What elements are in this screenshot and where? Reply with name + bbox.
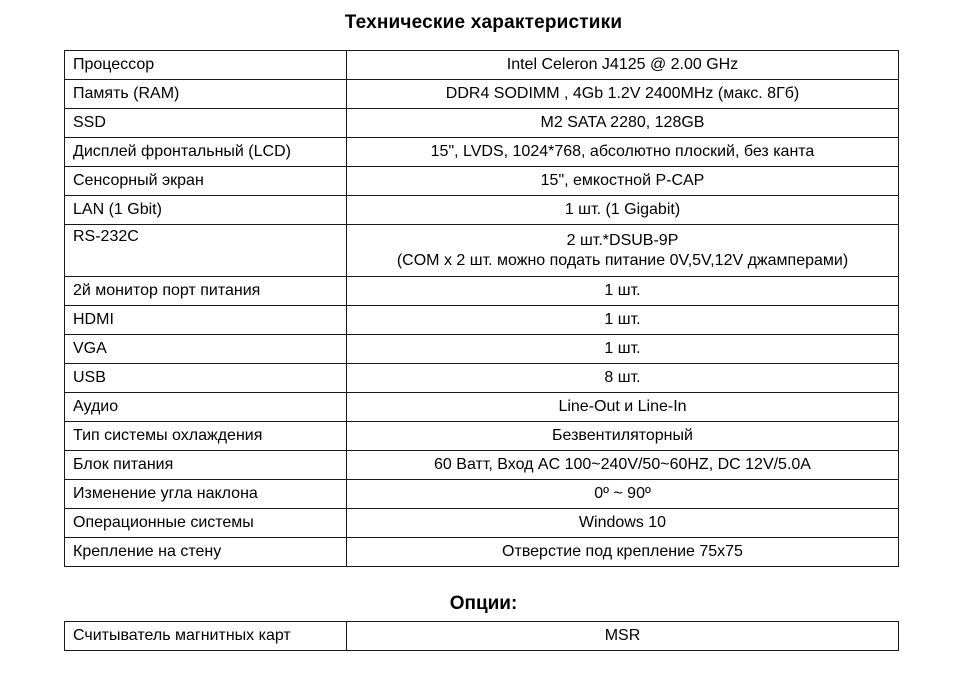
spec-label: Крепление на стену bbox=[65, 538, 347, 567]
spec-value-line: 15", емкостной P-CAP bbox=[540, 172, 705, 189]
spec-value bbox=[347, 393, 899, 422]
spec-value bbox=[347, 51, 899, 80]
spec-value bbox=[347, 196, 899, 225]
spec-label: Тип системы охлаждения bbox=[65, 422, 347, 451]
spec-label: LAN (1 Gbit) bbox=[65, 196, 347, 225]
spec-value-line: 15", LVDS, 1024*768, абсолютно плоский, без канта bbox=[430, 143, 815, 160]
spec-label: Аудио bbox=[65, 393, 347, 422]
spec-value bbox=[347, 480, 899, 509]
spec-label: SSD bbox=[65, 109, 347, 138]
spec-value-line: 8 шт. bbox=[604, 369, 641, 386]
table-row bbox=[65, 364, 899, 393]
table-row bbox=[65, 138, 899, 167]
spec-label: HDMI bbox=[65, 306, 347, 335]
table-row bbox=[65, 109, 899, 138]
spec-value bbox=[347, 335, 899, 364]
spec-value-line: M2 SATA 2280, 128GB bbox=[540, 114, 705, 131]
table-row bbox=[65, 622, 899, 651]
spec-value bbox=[347, 138, 899, 167]
spec-value bbox=[347, 225, 899, 277]
options-table bbox=[64, 621, 899, 651]
spec-value bbox=[347, 509, 899, 538]
spec-value bbox=[347, 538, 899, 567]
table-row bbox=[65, 80, 899, 109]
spec-value-line: Line-Out и Line-In bbox=[558, 398, 687, 415]
spec-label: Считыватель магнитных карт bbox=[65, 622, 347, 651]
table-row bbox=[65, 306, 899, 335]
spec-value-line: (COM x 2 шт. можно подать питание 0V,5V,12V джамперами) bbox=[396, 251, 849, 269]
spec-value-line: 1 шт. bbox=[604, 311, 641, 328]
spec-label: Операционные системы bbox=[65, 509, 347, 538]
spec-value bbox=[347, 80, 899, 109]
spec-value-line: Отверстие под крепление 75x75 bbox=[502, 543, 743, 560]
spec-label: USB bbox=[65, 364, 347, 393]
spec-value-line: 0º ~ 90º bbox=[594, 485, 651, 502]
spec-value bbox=[347, 277, 899, 306]
options-table-body bbox=[65, 622, 899, 651]
spec-label: VGA bbox=[65, 335, 347, 364]
spec-value bbox=[347, 167, 899, 196]
table-row bbox=[65, 196, 899, 225]
options-title: Опции: bbox=[449, 593, 518, 614]
spec-value-line: Безвентиляторный bbox=[552, 427, 693, 444]
spec-value-line: 60 Ватт, Вход AC 100~240V/50~60HZ, DC 12V/5.0A bbox=[434, 456, 811, 473]
table-row bbox=[65, 167, 899, 196]
spec-value-line: 2 шт.*DSUB-9P bbox=[566, 231, 679, 249]
table-row bbox=[65, 393, 899, 422]
spec-value bbox=[347, 451, 899, 480]
spec-label: Сенсорный экран bbox=[65, 167, 347, 196]
specifications-table-body bbox=[65, 51, 899, 567]
spec-label: Изменение угла наклона bbox=[65, 480, 347, 509]
spec-value bbox=[347, 364, 899, 393]
table-row bbox=[65, 451, 899, 480]
specifications-table bbox=[64, 50, 899, 567]
spec-value-line: DDR4 SODIMM , 4Gb 1.2V 2400MHz (макс. 8Гб) bbox=[445, 85, 800, 102]
spec-label: Дисплей фронтальный (LCD) bbox=[65, 138, 347, 167]
table-row bbox=[65, 538, 899, 567]
spec-value bbox=[347, 306, 899, 335]
table-row bbox=[65, 225, 899, 277]
spec-value-line: 1 шт. bbox=[604, 282, 641, 299]
spec-label: Блок питания bbox=[65, 451, 347, 480]
spec-value-line: 1 шт. bbox=[604, 340, 641, 357]
table-row bbox=[65, 422, 899, 451]
spec-label: RS-232C bbox=[65, 225, 347, 277]
table-row bbox=[65, 51, 899, 80]
spec-value-line: 1 шт. (1 Gigabit) bbox=[564, 201, 681, 218]
table-row bbox=[65, 335, 899, 364]
spec-value bbox=[347, 622, 899, 651]
spec-value bbox=[347, 422, 899, 451]
table-row bbox=[65, 509, 899, 538]
spec-value-line: MSR bbox=[604, 627, 641, 644]
spec-value-line: Windows 10 bbox=[578, 514, 667, 531]
page-title: Технические характеристики bbox=[344, 12, 623, 33]
spec-value bbox=[347, 109, 899, 138]
spec-label: Процессор bbox=[65, 51, 347, 80]
table-row bbox=[65, 277, 899, 306]
table-row bbox=[65, 480, 899, 509]
spec-value-line: Intel Celeron J4125 @ 2.00 GHz bbox=[506, 56, 739, 73]
spec-label: 2й монитор порт питания bbox=[65, 277, 347, 306]
spec-label: Память (RAM) bbox=[65, 80, 347, 109]
